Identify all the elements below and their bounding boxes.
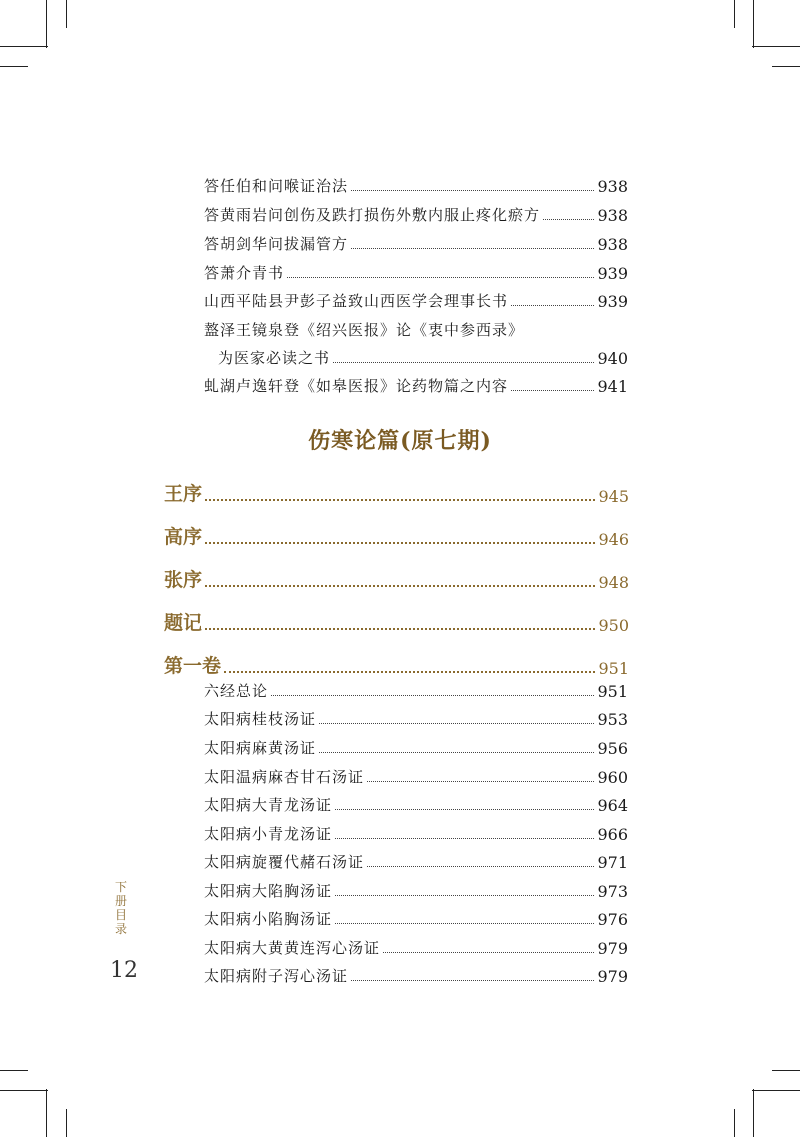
- toc-chapter: [164, 478, 629, 506]
- side-running-label: 下册目录: [114, 880, 127, 936]
- toc-entry-page: 964: [597, 796, 628, 815]
- toc-entry-page: 939: [597, 264, 628, 283]
- toc-entry-page: 979: [597, 967, 628, 986]
- toc-entry: [204, 964, 628, 986]
- dot-leader: [511, 390, 594, 391]
- toc-entry: [204, 822, 628, 844]
- toc-chapter-page: 951: [598, 659, 629, 678]
- toc-entry: [204, 318, 628, 340]
- toc-entry-page: 938: [597, 206, 628, 225]
- dot-leader: [205, 585, 595, 587]
- dot-leader: [351, 980, 594, 981]
- crop-mark: [772, 66, 800, 67]
- crop-mark: [772, 1070, 800, 1071]
- toc-entry: [204, 679, 628, 701]
- toc-entry-page: 971: [597, 853, 628, 872]
- crop-mark: [753, 1089, 754, 1137]
- toc-entry-title: 答萧介青书: [204, 264, 285, 282]
- crop-mark: [734, 0, 735, 28]
- toc-entry-page: 939: [597, 292, 628, 311]
- toc-entry: [204, 203, 628, 225]
- crop-mark: [66, 1109, 67, 1137]
- dot-leader: [335, 923, 594, 924]
- crop-mark: [0, 66, 28, 67]
- toc-entry: [204, 374, 628, 396]
- toc-chapter-title: 高序: [164, 526, 203, 548]
- toc-entry: [204, 907, 628, 929]
- toc-entry-title: 太阳病旋覆代赭石汤证: [204, 853, 365, 871]
- toc-chapter-title: 第一卷: [164, 655, 222, 677]
- toc-entry: [204, 261, 628, 283]
- toc-entry-page: 951: [597, 682, 628, 701]
- toc-entry-page: 941: [597, 377, 628, 396]
- toc-entry-page: 979: [597, 939, 628, 958]
- dot-leader: [287, 277, 594, 278]
- toc-entry-title: 太阳病桂枝汤证: [204, 710, 317, 728]
- crop-mark: [734, 1109, 735, 1137]
- toc-chapter-page: 946: [598, 530, 629, 549]
- toc-chapter-title: 题记: [164, 612, 203, 634]
- toc-entry-page: 940: [597, 349, 628, 368]
- dot-leader: [335, 809, 594, 810]
- dot-leader: [511, 305, 594, 306]
- toc-entry-title: 太阳病大青龙汤证: [204, 796, 333, 814]
- toc-entry-page: 976: [597, 910, 628, 929]
- toc-entry-title: 太阳病麻黄汤证: [204, 739, 317, 757]
- dot-leader: [205, 499, 595, 501]
- toc-chapter-page: 948: [598, 573, 629, 592]
- page-number: 12: [110, 958, 138, 983]
- toc-entry: [204, 707, 628, 729]
- toc-entry: [204, 936, 628, 958]
- toc-entry-page: 938: [597, 177, 628, 196]
- toc-chapter: [164, 650, 629, 678]
- toc-entry-page: 966: [597, 825, 628, 844]
- toc-entry-title: 太阳病小陷胸汤证: [204, 910, 333, 928]
- dot-leader: [335, 895, 594, 896]
- toc-entry: [204, 736, 628, 758]
- toc-entry-title: 太阳温病麻杏甘石汤证: [204, 768, 365, 786]
- crop-mark: [0, 1090, 48, 1091]
- toc-entry-page: 973: [597, 882, 628, 901]
- crop-mark: [752, 46, 800, 47]
- toc-entry: [218, 346, 628, 368]
- toc-entry-title: 为医家必读之书: [218, 349, 331, 367]
- toc-chapter: [164, 564, 629, 592]
- dot-leader: [271, 695, 594, 696]
- toc-entry-title: 答黄雨岩问创伤及跌打损伤外敷内服止疼化瘀方: [204, 206, 541, 224]
- toc-entry-page: 956: [597, 739, 628, 758]
- toc-entry-title: 太阳病附子泻心汤证: [204, 967, 349, 985]
- dot-leader: [367, 866, 594, 867]
- dot-leader: [335, 838, 594, 839]
- crop-mark: [0, 1070, 28, 1071]
- toc-entry-page: 938: [597, 235, 628, 254]
- toc-entry-title: 答胡剑华问拔漏管方: [204, 235, 349, 253]
- toc-entry: [204, 850, 628, 872]
- toc-entry-page: 960: [597, 768, 628, 787]
- toc-entry-title: 太阳病小青龙汤证: [204, 825, 333, 843]
- crop-mark: [752, 1090, 800, 1091]
- toc-chapter: [164, 607, 629, 635]
- dot-leader: [224, 671, 595, 673]
- crop-mark: [0, 46, 48, 47]
- dot-leader: [543, 219, 594, 220]
- toc-entry-title: 太阳病大黄黄连泻心汤证: [204, 939, 381, 957]
- dot-leader: [351, 248, 594, 249]
- toc-entry-page: 953: [597, 710, 628, 729]
- toc-entry: [204, 879, 628, 901]
- crop-mark: [46, 1089, 47, 1137]
- toc-entry: [204, 232, 628, 254]
- toc-chapter-title: 王序: [164, 483, 203, 505]
- toc-entry: [204, 765, 628, 787]
- dot-leader: [351, 190, 594, 191]
- dot-leader: [333, 362, 594, 363]
- toc-entry: [204, 174, 628, 196]
- section-title: 伤寒论篇(原七期): [308, 428, 492, 454]
- toc-chapter-page: 950: [598, 616, 629, 635]
- dot-leader: [205, 628, 595, 630]
- toc-entry-title: 答任伯和问喉证治法: [204, 177, 349, 195]
- toc-entry-title: 太阳病大陷胸汤证: [204, 882, 333, 900]
- toc-chapter: [164, 521, 629, 549]
- toc-entry-title: 虬湖卢逸轩登《如皋医报》论药物篇之内容: [204, 377, 509, 395]
- crop-mark: [46, 0, 47, 48]
- toc-chapter-page: 945: [598, 487, 629, 506]
- toc-entry-title: 山西平陆县尹彭子益致山西医学会理事长书: [204, 292, 509, 310]
- toc-chapter-title: 张序: [164, 569, 203, 591]
- crop-mark: [753, 0, 754, 48]
- dot-leader: [205, 542, 595, 544]
- dot-leader: [367, 781, 594, 782]
- toc-entry-title: 盩泽王镜泉登《绍兴医报》论《衷中参西录》: [204, 321, 525, 339]
- dot-leader: [383, 952, 594, 953]
- toc-entry: [204, 289, 628, 311]
- toc-entry: [204, 793, 628, 815]
- dot-leader: [319, 752, 594, 753]
- toc-entry-title: 六经总论: [204, 682, 269, 700]
- dot-leader: [319, 723, 594, 724]
- crop-mark: [66, 0, 67, 28]
